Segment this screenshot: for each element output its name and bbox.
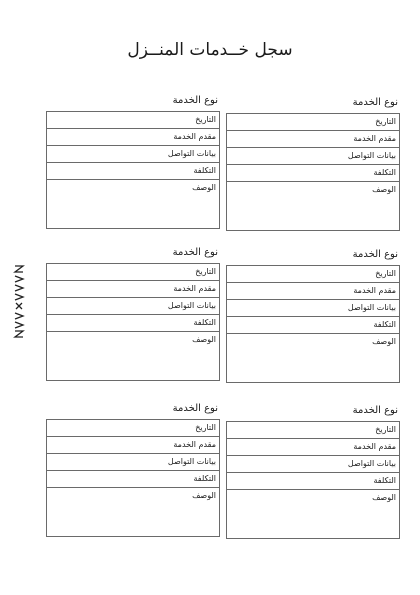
- description-field[interactable]: الوصف: [372, 493, 396, 502]
- cost-field[interactable]: التكلفة: [47, 163, 219, 180]
- description-field[interactable]: الوصف: [192, 183, 216, 192]
- contact-field[interactable]: بيانات التواصل: [47, 454, 219, 471]
- service-type-label: نوع الخدمة: [352, 97, 398, 108]
- provider-field[interactable]: مقدم الخدمة: [227, 439, 399, 456]
- service-form-box: [46, 263, 220, 381]
- cost-field[interactable]: التكلفة: [227, 165, 399, 182]
- provider-field[interactable]: مقدم الخدمة: [227, 283, 399, 300]
- service-type-label: نوع الخدمة: [172, 247, 218, 258]
- date-field[interactable]: التاريخ: [47, 112, 219, 129]
- service-form-box: [46, 111, 220, 229]
- description-field[interactable]: الوصف: [372, 337, 396, 346]
- date-field[interactable]: التاريخ: [227, 422, 399, 439]
- service-type-label: نوع الخدمة: [172, 95, 218, 106]
- service-form-box: [226, 113, 400, 231]
- cost-field[interactable]: التكلفة: [227, 317, 399, 334]
- contact-field[interactable]: بيانات التواصل: [227, 300, 399, 317]
- date-field[interactable]: التاريخ: [47, 264, 219, 281]
- description-field[interactable]: الوصف: [372, 185, 396, 194]
- cost-field[interactable]: التكلفة: [227, 473, 399, 490]
- service-card-2: [46, 94, 220, 229]
- service-type-label: نوع الخدمة: [172, 403, 218, 414]
- description-field[interactable]: الوصف: [192, 491, 216, 500]
- provider-field[interactable]: مقدم الخدمة: [227, 131, 399, 148]
- date-field[interactable]: التاريخ: [227, 114, 399, 131]
- date-field[interactable]: التاريخ: [227, 266, 399, 283]
- service-card-4: [46, 246, 220, 381]
- service-type-label: نوع الخدمة: [352, 249, 398, 260]
- service-card-3: [226, 248, 400, 383]
- provider-field[interactable]: مقدم الخدمة: [47, 437, 219, 454]
- date-field[interactable]: التاريخ: [47, 420, 219, 437]
- contact-field[interactable]: بيانات التواصل: [47, 298, 219, 315]
- provider-field[interactable]: مقدم الخدمة: [47, 281, 219, 298]
- brand-logo-icon: [12, 262, 26, 340]
- service-type-label: نوع الخدمة: [352, 405, 398, 416]
- description-field[interactable]: الوصف: [192, 335, 216, 344]
- contact-field[interactable]: بيانات التواصل: [227, 456, 399, 473]
- cost-field[interactable]: التكلفة: [47, 471, 219, 488]
- cost-field[interactable]: التكلفة: [47, 315, 219, 332]
- service-card-1: [226, 96, 400, 231]
- service-form-box: [226, 421, 400, 539]
- contact-field[interactable]: بيانات التواصل: [227, 148, 399, 165]
- service-form-box: [46, 419, 220, 537]
- contact-field[interactable]: بيانات التواصل: [47, 146, 219, 163]
- service-card-5: [226, 404, 400, 539]
- page-title: سجل خــدمات المنــزل: [127, 40, 293, 60]
- provider-field[interactable]: مقدم الخدمة: [47, 129, 219, 146]
- service-form-box: [226, 265, 400, 383]
- service-card-6: [46, 402, 220, 537]
